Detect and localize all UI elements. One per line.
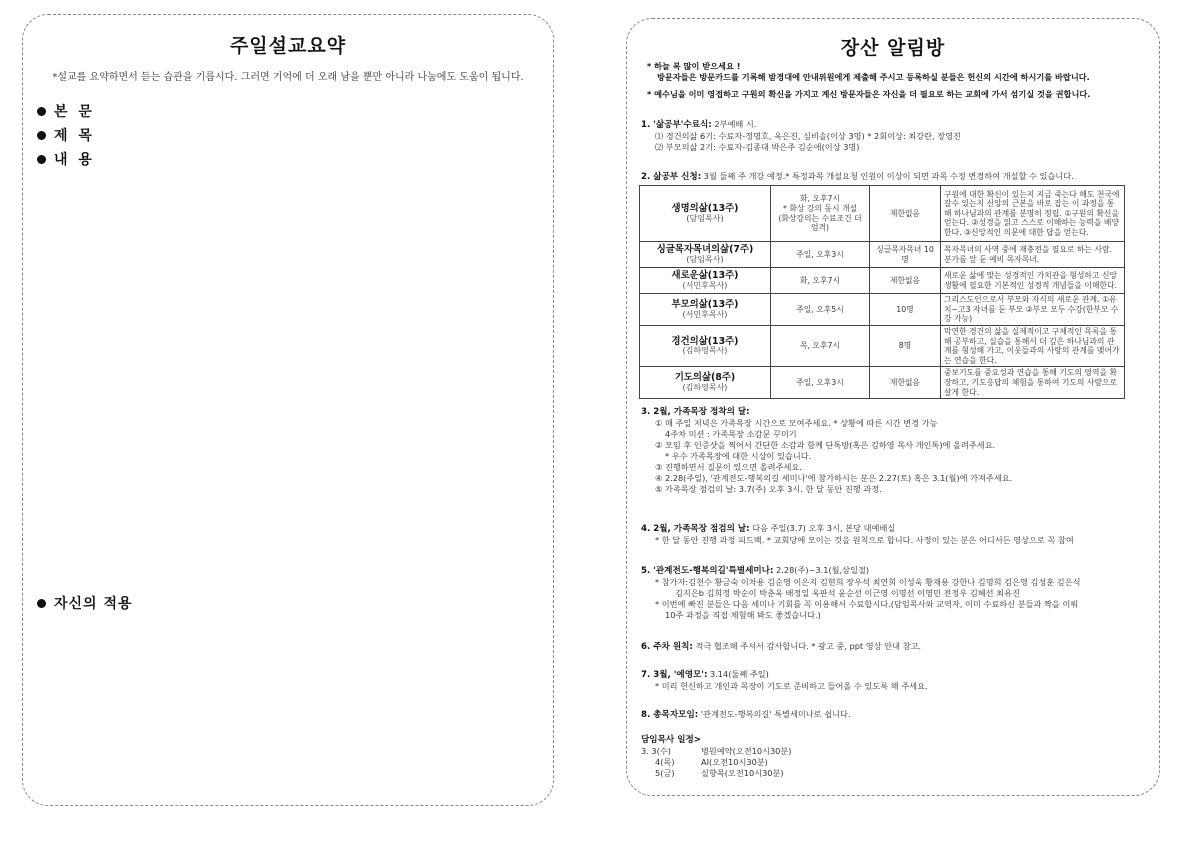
- notice-5-line3: * 이번에 빠진 분들은 다음 세미나 기회를 꼭 이용해서 수료합시다.(담임목사와 교역자, 이미 수료하신 분들과 짝을 이뤄: [655, 599, 1079, 609]
- notice-7: [641, 669, 1145, 692]
- announcements-title: 장산 알림방: [840, 37, 946, 59]
- course-name-cell: [640, 242, 771, 268]
- bullet-scripture: [37, 101, 95, 121]
- list-item: [641, 768, 1145, 779]
- welcome-line2: 방문자들은 방문카드를 기록해 밤경대에 안내위원에게 제출해 주시고 등록하실 분들은 헌신의 시간에 하시기를 바랍니다.: [657, 72, 1090, 82]
- bullet-content-label: 내 용: [54, 152, 95, 168]
- list-item: [641, 746, 1145, 757]
- course-name: 생명의삶(13주): [671, 202, 739, 214]
- notice-8-heading: 8. 총목자모임:: [641, 710, 699, 720]
- course-name: 기도의삶(8주): [674, 372, 736, 384]
- bullet-application-label: 자신의 적용: [54, 596, 133, 612]
- notice-5-heading: 5. '관계전도-행복의길'특별세미나:: [641, 566, 774, 576]
- notice-1-line2: ⑵ 부모의삶 2기: 수료자-김종대 박은주 김순애(이상 3명): [655, 142, 860, 152]
- notice-3-line: 4주차 미션 : 가족목장 소감문 꾸미기: [665, 429, 797, 439]
- notice-5-line4: 10주 과정을 직접 체험해 봐도 좋겠습니다.): [665, 610, 821, 620]
- notice-4-text: 다음 주일(3.7) 오후 3시, 본당 대예배실: [752, 523, 896, 533]
- notice-3-line: ④ 2.28(주일), '관계전도-행복의길 세미나'에 참가하시는 분은 2.27(토) 혹은 3.1(월)에 가져주세요.: [655, 473, 1013, 483]
- schedule-event: 실향목(오전10시30분): [701, 768, 784, 778]
- welcome-line1: * 하늘 복 많이 받으세요 !: [647, 61, 741, 71]
- notice-5-text: 2.28(주)~3.1(월,삼일절): [776, 565, 870, 575]
- course-description: 중보기도를 중요성과 연습을 통해 기도의 영역을 확장하고, 기도응답의 체험을 통하여 기도의 사람으로 살게 한다.: [941, 367, 1125, 399]
- bullet-dot-icon: [37, 155, 46, 164]
- course-capacity: 10명: [870, 294, 941, 326]
- bullet-application: [37, 593, 133, 613]
- course-capacity: 8명: [870, 326, 941, 367]
- notice-6-heading: 6. 주차 원칙:: [641, 642, 693, 652]
- notice-6: [641, 641, 1145, 653]
- table-row: [640, 367, 1125, 399]
- course-teacher: (담임목사): [686, 254, 724, 264]
- pastor-schedule-heading: 담임목사 일정>: [641, 735, 702, 745]
- notice-6-text: 적극 협조해 주셔서 감사합니다. * 광고 중, ppt 영상 안내 참고.: [695, 641, 922, 651]
- course-name-cell: [640, 326, 771, 367]
- notice-1-line1: ⑴ 경건의삶 6기: 수료자-정명호, 옥은진, 심비솔(이상 3명) * 2회이상: 최강란, 장영진: [655, 131, 961, 141]
- notice-1-heading: 1. '삶공부'수료식:: [641, 120, 712, 130]
- notice-2-heading: 2. 삶공부 신청:: [641, 172, 702, 182]
- sermon-summary-title: 주일설교요약: [229, 35, 347, 57]
- notice-8-text: '관계전도-행복의길' 특별세미나로 쉽니다.: [700, 709, 851, 719]
- course-teacher: (김하영목사): [682, 382, 728, 392]
- notice-2-text: 3월 둘째 주 개강 예정.* 특정과목 개설요청 인원이 이상이 되면 과목 수정 변경하여 개설할 수 있습니다.: [703, 171, 1074, 181]
- course-teacher: (서민후목사): [682, 280, 728, 290]
- notice-5-line1: * 참가자:김천수 황금숙 이차용 김순영 이은지 김현희 장우석 최연희 이성욱 황재용 강한나 김명희 김은영 김성훈 김은식: [655, 577, 1081, 587]
- course-name: 새로운삶(13주): [671, 269, 739, 281]
- sermon-summary-panel: [22, 14, 554, 806]
- schedule-date: 3. 3(수): [641, 746, 671, 756]
- course-teacher: (서민후목사): [682, 309, 728, 319]
- course-description: 목자목녀의 사역 중에 재충전을 필요로 하는 사람. 분가를 앞 둔 예비 목자목녀.: [941, 242, 1125, 268]
- course-time: 목, 오후7시: [771, 326, 870, 367]
- notice-3-line: * 우수 가족목장에 대한 시상이 있습니다.: [665, 451, 812, 461]
- course-name: 싱글목자목녀의삶(7주): [656, 243, 754, 255]
- course-name: 부모의삶(13주): [671, 298, 739, 310]
- bullet-dot-icon: [37, 107, 46, 116]
- list-item: [641, 757, 1145, 768]
- notice-3-line: ⑤ 가족목장 점검의 날: 3.7(주) 오후 3시. 한 달 동안 진행 과정.: [655, 484, 882, 494]
- course-name-cell: [640, 294, 771, 326]
- course-capacity: 제한없음: [870, 268, 941, 294]
- bullet-title-label: 제 목: [54, 128, 95, 144]
- course-capacity: 싱글목자목녀 10명: [870, 242, 941, 268]
- notice-7-text: 3.14(둘째 주일): [710, 669, 769, 679]
- course-name-cell: [640, 367, 771, 399]
- notice-2: [641, 171, 1145, 183]
- table-row: [640, 268, 1125, 294]
- notice-7-heading: 7. 3월, '예영모':: [641, 670, 708, 680]
- schedule-date: 5(금): [655, 768, 675, 778]
- notice-3: [641, 407, 1145, 495]
- course-time: 주일, 오후5시: [771, 294, 870, 326]
- notice-5-line2: 김지은b 김희정 박순이 박춘욱 배정일 옥판석 윤순선 이근영 이명선 이영민 전정우 김혜선 최유진: [675, 588, 1020, 598]
- table-row: [640, 242, 1125, 268]
- announcements-panel: [626, 18, 1160, 796]
- course-description: 막연한 경건의 삶을 실제적이고 구체적인 목록을 통해 공부하고, 실습을 통해서 더 깊은 하나님과의 관계를 형성해 가고, 이웃들과의 사랑의 관계를 맺어가는 연습을 한다.: [941, 326, 1125, 367]
- bullet-scripture-label: 본 문: [54, 104, 95, 120]
- schedule-event: 병원예약(오전10시30분): [701, 746, 792, 756]
- course-time: 주일, 오후3시: [771, 367, 870, 399]
- course-teacher: (김하영목사): [682, 346, 728, 356]
- notice-5: [641, 565, 1145, 621]
- schedule-event: AI(오전10시30분): [701, 757, 768, 767]
- table-row: [640, 186, 1125, 242]
- table-row: [640, 294, 1125, 326]
- sermon-summary-note: *설교를 요약하면서 듣는 습관을 기릅시다. 그러면 기억에 더 오래 남을 뿐만 아니라 나눔에도 도움이 됩니다.: [52, 72, 524, 83]
- notice-3-heading: 3. 2월, 가족목장 정착의 달:: [641, 407, 750, 417]
- course-teacher: (담임목사): [686, 213, 724, 223]
- course-capacity: 제한없음: [870, 186, 941, 242]
- pastor-schedule: [641, 735, 1145, 779]
- course-table: [639, 185, 1125, 399]
- bullet-title: [37, 125, 95, 145]
- notice-1-text: 2부예배 시.: [714, 119, 757, 129]
- course-description: 그리스도인으로서 부모와 자식의 새로운 관계. ①유치~고3 자녀를 둔 부모 ②부모 모두 수강(한부모 수강 가능): [941, 294, 1125, 326]
- notice-3-line: ② 모임 후 인증샷을 찍어서 간단한 소감과 함께 단톡방(혹은 김하영 목사 개인톡)에 올려주세요.: [655, 440, 996, 450]
- bullet-dot-icon: [37, 599, 46, 608]
- notice-7-sub: * 미리 헌신하고 개인과 목장이 기도로 준비하고 들어올 수 있도록 해 주세요.: [655, 681, 928, 691]
- notice-4-sub: * 한 달 동안 진행 과정 피드백. * 교회당에 모이는 것을 원칙으로 합니다. 사정이 있는 분은 어디서든 영상으로 꼭 참여: [655, 535, 1074, 545]
- notice-3-line: ① 매 주일 저녁은 가족목장 시간으로 모여주세요. * 상황에 따른 시간 변경 가능: [655, 418, 938, 428]
- welcome-block: [647, 61, 1145, 100]
- course-description: 구원에 대한 확신이 있는지 지금 죽는다 해도 천국에 갈수 있는지 신앙의 근본을 바로 잡는 이 과정을 통해 하나님과의 관계를 분명히 정립. ①구원의 확신을 얻는다. ②성경을 읽고 스스로 이해하는 능력을 배양한다. ③신앙적인 의문에 대한 답을 얻는다.: [941, 186, 1125, 242]
- bullet-dot-icon: [37, 131, 46, 140]
- course-name: 경건의삶(13주): [671, 335, 739, 347]
- course-time: 주일, 오후3시: [771, 242, 870, 268]
- notice-4-heading: 4. 2월, 가족목장 점검의 날:: [641, 524, 750, 534]
- notice-8: [641, 709, 1145, 721]
- bullet-content: [37, 149, 95, 169]
- notice-3-line: ③ 진행하면서 질문이 있으면 올려주세요.: [655, 462, 802, 472]
- course-capacity: 제한없음: [870, 367, 941, 399]
- table-row: [640, 326, 1125, 367]
- schedule-date: 4(목): [655, 757, 675, 767]
- welcome-line3: * 예수님을 이미 영접하고 구원의 확신을 가지고 계신 방문자들은 자신을 더 필요로 하는 교회에 가서 섬기실 것을 권합니다.: [647, 89, 1091, 99]
- course-time: 화, 오후7시 * 화상 강의 동시 개설 (화상강의는 수료조건 더 엄격): [771, 186, 870, 242]
- notice-4: [641, 523, 1145, 546]
- notice-1: [641, 119, 1145, 153]
- course-time: 화, 오후7시: [771, 268, 870, 294]
- course-description: 새로운 삶에 맞는 성경적인 가치관을 형성하고 신앙생활에 필요한 기본적인 성경적 개념들을 이해한다.: [941, 268, 1125, 294]
- course-name-cell: [640, 186, 771, 242]
- course-name-cell: [640, 268, 771, 294]
